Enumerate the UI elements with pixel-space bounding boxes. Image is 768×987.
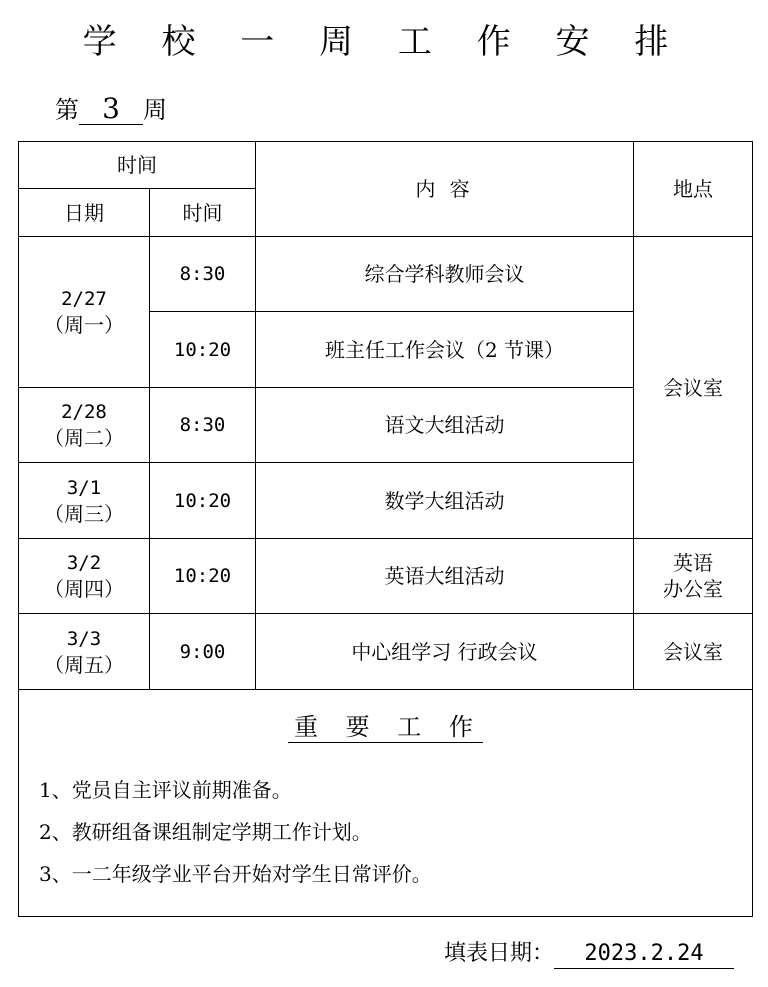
date-value: 3/2: [66, 552, 102, 574]
weekday-value: （周二）: [44, 426, 124, 450]
date-value: 2/28: [61, 401, 107, 423]
content-cell: 中心组学习 行政会议: [256, 614, 634, 690]
date-cell: [19, 463, 150, 539]
fill-date-label: 填表日期：: [443, 941, 554, 966]
date-value: 3/3: [66, 627, 102, 650]
weekday-value: （周五）: [44, 652, 124, 677]
week-indicator: [55, 90, 167, 125]
time-cell: 10:20: [150, 312, 256, 388]
fill-date: [444, 936, 734, 969]
content-cell: 数学大组活动: [256, 463, 634, 539]
week-suffix: 周: [143, 96, 167, 124]
time-cell: 10:20: [150, 463, 256, 539]
table-row: [19, 539, 753, 614]
header-time-group: 时间: [19, 142, 256, 189]
time-cell: 8:30: [150, 237, 256, 312]
header-row-1: [19, 142, 753, 189]
location-cell: 会议室: [634, 237, 753, 539]
header-location: 地点: [634, 142, 753, 237]
date-cell: [19, 614, 150, 690]
time-cell: 9:00: [150, 614, 256, 690]
content-cell: 英语大组活动: [256, 539, 634, 614]
fill-date-value: 2023.2.24: [554, 940, 734, 969]
date-cell: [19, 388, 150, 463]
location-line: 办公室: [663, 577, 723, 601]
page-title: 学 校 一 周 工 作 安 排: [82, 22, 686, 62]
time-cell: 8:30: [150, 388, 256, 463]
date-cell: [19, 539, 150, 614]
content-cell: 语文大组活动: [256, 388, 634, 463]
important-work-list: [39, 769, 752, 895]
list-item: 1、党员自主评议前期准备。: [39, 778, 292, 802]
location-line: 英语: [673, 551, 713, 575]
weekday-value: （周一）: [44, 313, 124, 337]
table-row: [19, 237, 753, 312]
important-work-section: [19, 690, 753, 917]
date-value: 3/1: [66, 476, 102, 499]
weekday-value: （周三）: [44, 501, 124, 526]
header-time: 时间: [150, 189, 256, 237]
location-cell: 会议室: [634, 614, 753, 690]
table-row: [19, 614, 753, 690]
header-date: 日期: [19, 189, 150, 237]
header-content: 内 容: [256, 142, 634, 237]
week-prefix: 第: [55, 96, 79, 124]
location-cell: [634, 539, 753, 614]
week-number: 3: [79, 94, 143, 125]
content-cell: 综合学科教师会议: [256, 237, 634, 312]
date-value: 2/27: [61, 288, 107, 310]
weekday-value: （周四）: [44, 577, 124, 601]
time-cell: 10:20: [150, 539, 256, 614]
important-work-heading: 重 要 工 作: [288, 712, 483, 743]
schedule-table: [18, 141, 753, 917]
date-cell: [19, 237, 150, 388]
important-work-row: [19, 690, 753, 917]
content-cell: 班主任工作会议（2 节课）: [256, 312, 634, 388]
list-item: 3、一二年级学业平台开始对学生日常评价。: [39, 862, 432, 886]
list-item: 2、教研组备课组制定学期工作计划。: [39, 820, 372, 844]
